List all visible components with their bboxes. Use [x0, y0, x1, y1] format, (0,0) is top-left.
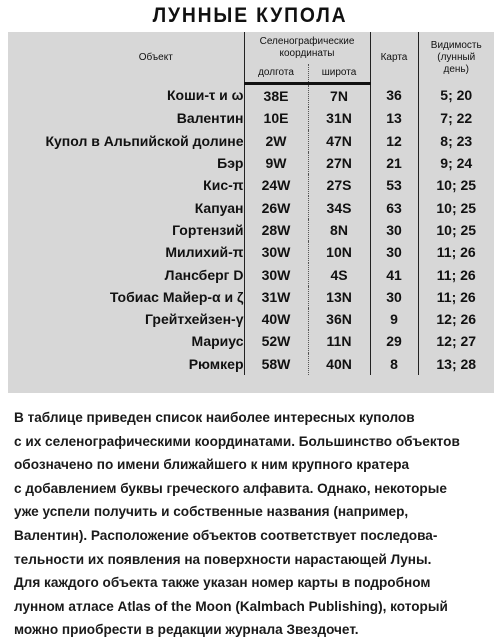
latitude-value: 4S — [308, 263, 370, 285]
object-name: Капуан — [8, 196, 244, 218]
visibility-value: 10; 25 — [436, 221, 477, 238]
object-name: Гортензий — [8, 219, 244, 241]
latitude-value: 27S — [308, 174, 370, 196]
header-map: Карта — [370, 32, 418, 84]
latitude-value: 8N — [308, 219, 370, 241]
longitude-value: 26W — [244, 196, 308, 218]
table-row — [8, 286, 494, 308]
visibility-value: 5; 20 — [440, 87, 473, 104]
header-visibility: Видимость (лунный день) — [430, 39, 482, 75]
longitude-value: 31W — [244, 286, 308, 308]
visibility-value: 12; 27 — [436, 333, 477, 350]
latitude-value: 13N — [308, 286, 370, 308]
table-row — [8, 84, 494, 108]
visibility-value: 12; 26 — [436, 311, 477, 328]
latitude-value: 10N — [308, 241, 370, 263]
table-row — [8, 174, 494, 196]
visibility-value: 8; 23 — [440, 132, 473, 149]
description-line: уже успели получить и собственные названия (например, — [14, 504, 409, 520]
object-name: Милихий-π — [8, 241, 244, 263]
latitude-value: 7N — [308, 84, 370, 108]
object-name: Бэр — [8, 152, 244, 174]
table-row — [8, 219, 494, 241]
description-line: обозначено по имени ближайшего к ним крупного кратера — [14, 457, 410, 473]
object-name: Грейтхейзен-γ — [8, 308, 244, 330]
visibility-value: 7; 22 — [440, 110, 473, 127]
object-name: Кис-π — [8, 174, 244, 196]
header-longitude: долгота — [244, 64, 308, 84]
latitude-value: 31N — [308, 107, 370, 129]
latitude-value: 40N — [308, 353, 370, 375]
map-number: 21 — [370, 152, 418, 174]
visibility-value: 11; 26 — [436, 288, 476, 305]
map-number: 53 — [370, 174, 418, 196]
page-title: ЛУННЫЕ КУПОЛА — [152, 4, 348, 27]
description-line: Валентин). Расположение объектов соответствует последова- — [14, 527, 438, 543]
table-row — [8, 196, 494, 218]
table-row — [8, 241, 494, 263]
latitude-value: 47N — [308, 130, 370, 152]
visibility-value: 10; 25 — [436, 177, 477, 194]
longitude-value: 40W — [244, 308, 308, 330]
latitude-value: 27N — [308, 152, 370, 174]
longitude-value: 9W — [244, 152, 308, 174]
longitude-value: 30W — [244, 263, 308, 285]
description-line: с добавлением буквы греческого алфавита. Однако, некоторые — [14, 480, 447, 496]
table-row — [8, 330, 494, 352]
table-row — [8, 107, 494, 129]
longitude-value: 10E — [244, 107, 308, 129]
longitude-value: 28W — [244, 219, 308, 241]
longitude-value: 2W — [244, 130, 308, 152]
table-row — [8, 353, 494, 375]
description-line: тельности их появления на поверхности нарастающей Луны. — [14, 551, 432, 567]
map-number: 12 — [370, 130, 418, 152]
description-line: Для каждого объекта также указан номер карты в подробном — [14, 575, 431, 591]
object-name: Рюмкер — [8, 353, 244, 375]
table-row — [8, 308, 494, 330]
table-row — [8, 152, 494, 174]
latitude-value: 34S — [308, 196, 370, 218]
map-number: 63 — [370, 196, 418, 218]
object-name: Тобиас Майер-α и ζ — [8, 286, 244, 308]
description-line: можно приобрести в редакции журнала Звездочет. — [14, 622, 359, 638]
description-text — [14, 406, 490, 642]
object-name: Купол в Альпийской долине — [8, 130, 244, 152]
visibility-value: 9; 24 — [440, 155, 473, 172]
description-line: лунном атласе Atlas of the Moon (Kalmbach Publishing), который — [14, 598, 448, 614]
latitude-value: 36N — [308, 308, 370, 330]
map-number: 41 — [370, 263, 418, 285]
description-line: с их селенографическими координатами. Большинство объектов — [14, 433, 460, 449]
object-name: Мариус — [8, 330, 244, 352]
map-number: 8 — [370, 353, 418, 375]
map-number: 29 — [370, 330, 418, 352]
visibility-value: 11; 26 — [436, 266, 476, 283]
map-number: 30 — [370, 286, 418, 308]
map-number: 13 — [370, 107, 418, 129]
visibility-value: 11; 26 — [436, 244, 476, 261]
table-row — [8, 130, 494, 152]
object-name: Лансберг D — [8, 263, 244, 285]
visibility-value: 13; 28 — [436, 355, 477, 372]
object-name: Коши-τ и ω — [8, 84, 244, 108]
map-number: 36 — [370, 84, 418, 108]
longitude-value: 38E — [244, 84, 308, 108]
map-number: 30 — [370, 241, 418, 263]
table-body — [8, 84, 494, 375]
header-latitude: широта — [308, 64, 370, 84]
map-number: 9 — [370, 308, 418, 330]
header-coordinates: Селенографические координаты — [244, 32, 370, 64]
longitude-value: 58W — [244, 353, 308, 375]
longitude-value: 30W — [244, 241, 308, 263]
map-number: 30 — [370, 219, 418, 241]
lunar-domes-table — [8, 32, 494, 375]
description-line: В таблице приведен список наиболее интересных куполов — [14, 410, 415, 425]
header-object: Объект — [8, 32, 244, 84]
table-row — [8, 263, 494, 285]
longitude-value: 52W — [244, 330, 308, 352]
object-name: Валентин — [8, 107, 244, 129]
latitude-value: 11N — [308, 330, 370, 352]
visibility-value: 10; 25 — [436, 199, 477, 216]
longitude-value: 24W — [244, 174, 308, 196]
